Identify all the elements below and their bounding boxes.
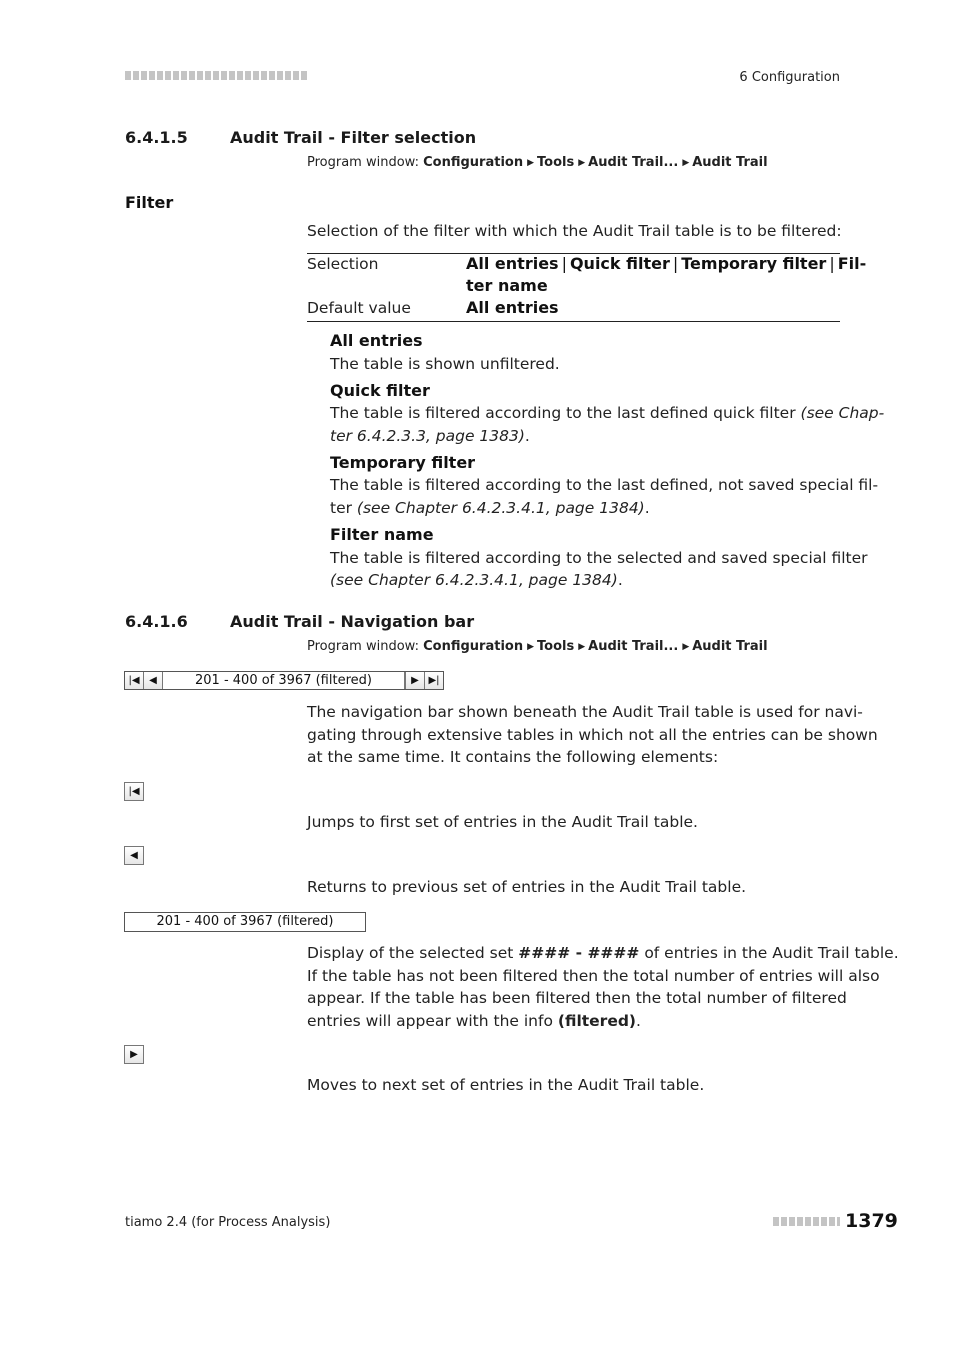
- next-page-button[interactable]: [405, 672, 424, 689]
- footer-decoration: [773, 1217, 840, 1226]
- navigation-intro: The navigation bar shown beneath the Audit Trail table is used for navi- gating through extensive tables in which not all the entries can be shown at the same time. It contains the following elements:: [307, 703, 878, 766]
- section-title: Audit Trail - Navigation bar: [230, 612, 475, 631]
- header-chapter: 6 Configuration: [739, 70, 840, 85]
- arrow-right-icon: ▶: [682, 642, 690, 652]
- breadcrumb-item: Configuration: [423, 639, 524, 654]
- display-desc: Display of the selected set #### - #### of entries in the Audit Trail table. If the table has not been filtered then the total number of entries will also appear. If the table has been filtered then the total number of filtered entries will appear with the info (filtered).: [307, 944, 899, 1030]
- default-value: All entries: [466, 298, 559, 317]
- arrow-right-icon: ▶: [527, 158, 535, 168]
- navigation-display: 201 - 400 of 3967 (filtered): [124, 912, 366, 932]
- arrow-right-icon: ▶: [527, 642, 535, 652]
- previous-page-button[interactable]: [144, 672, 163, 689]
- breadcrumb-item: Tools: [537, 639, 575, 654]
- arrow-right-icon: ▶: [578, 642, 586, 652]
- option-desc: The table is shown unfiltered.: [330, 355, 560, 373]
- option-desc: ter (see Chapter 6.4.2.3.4.1, page 1384).: [330, 499, 650, 517]
- breadcrumb-item: Audit Trail...: [588, 155, 679, 170]
- section-number: 6.4.1.5: [125, 128, 188, 147]
- parameter-heading: Filter: [125, 193, 174, 212]
- breadcrumb: Program window: Configuration ▶ Tools ▶ Audit Trail... ▶ Audit Trail: [307, 639, 768, 654]
- next-page-button[interactable]: [124, 1045, 144, 1064]
- breadcrumb-item: Configuration: [423, 155, 524, 170]
- selection-values-cont: ter name: [466, 276, 548, 295]
- table-bottom-rule: [307, 321, 840, 322]
- first-page-desc: Jumps to first set of entries in the Audit Trail table.: [307, 813, 698, 831]
- navigation-display: 201 - 400 of 3967 (filtered): [163, 672, 405, 689]
- section-title: Audit Trail - Filter selection: [230, 128, 477, 147]
- option-term: All entries: [330, 331, 423, 350]
- breadcrumb-item: Audit Trail: [692, 155, 768, 170]
- option-desc: The table is filtered according to the selected and saved special filter: [330, 549, 868, 567]
- breadcrumb: Program window: Configuration ▶ Tools ▶ Audit Trail... ▶ Audit Trail: [307, 155, 768, 170]
- option-desc: The table is filtered according to the last defined quick filter (see Chap-: [330, 404, 885, 422]
- filter-intro: Selection of the filter with which the Audit Trail table is to be filtered:: [307, 222, 842, 240]
- arrow-right-icon: ▶: [682, 158, 690, 168]
- previous-page-button[interactable]: [124, 846, 144, 865]
- next-page-icon: ▶: [411, 675, 419, 686]
- default-label: Default value: [307, 299, 411, 317]
- previous-page-desc: Returns to previous set of entries in the Audit Trail table.: [307, 878, 747, 896]
- arrow-right-icon: ▶: [578, 158, 586, 168]
- previous-page-icon: ◀: [149, 675, 157, 686]
- next-page-desc: Moves to next set of entries in the Audit Trail table.: [307, 1076, 705, 1094]
- option-term: Filter name: [330, 525, 434, 544]
- first-page-icon: |◀: [128, 675, 140, 686]
- section-number: 6.4.1.6: [125, 612, 188, 631]
- option-term: Temporary filter: [330, 453, 476, 472]
- navigation-bar: [124, 671, 444, 690]
- page-number: 1379: [845, 1210, 898, 1232]
- breadcrumb-item: Tools: [537, 155, 575, 170]
- header-decoration: [125, 71, 307, 80]
- option-desc: (see Chapter 6.4.2.3.4.1, page 1384).: [330, 571, 623, 589]
- previous-page-icon: ◀: [130, 850, 138, 861]
- last-page-button[interactable]: [424, 672, 443, 689]
- breadcrumb-item: Audit Trail: [692, 639, 768, 654]
- option-desc: ter 6.4.2.3.3, page 1383).: [330, 427, 530, 445]
- next-page-icon: ▶: [130, 1049, 138, 1060]
- option-term: Quick filter: [330, 381, 430, 400]
- option-desc: The table is filtered according to the last defined, not saved special fil-: [330, 476, 879, 494]
- first-page-icon: |◀: [128, 786, 140, 797]
- selection-values: All entries | Quick filter | Temporary filter | Fil-: [466, 254, 867, 273]
- first-page-button[interactable]: [125, 672, 144, 689]
- footer-product: tiamo 2.4 (for Process Analysis): [125, 1215, 331, 1230]
- first-page-button[interactable]: [124, 782, 144, 801]
- breadcrumb-item: Audit Trail...: [588, 639, 679, 654]
- selection-label: Selection: [307, 255, 379, 273]
- last-page-icon: ▶|: [428, 675, 440, 686]
